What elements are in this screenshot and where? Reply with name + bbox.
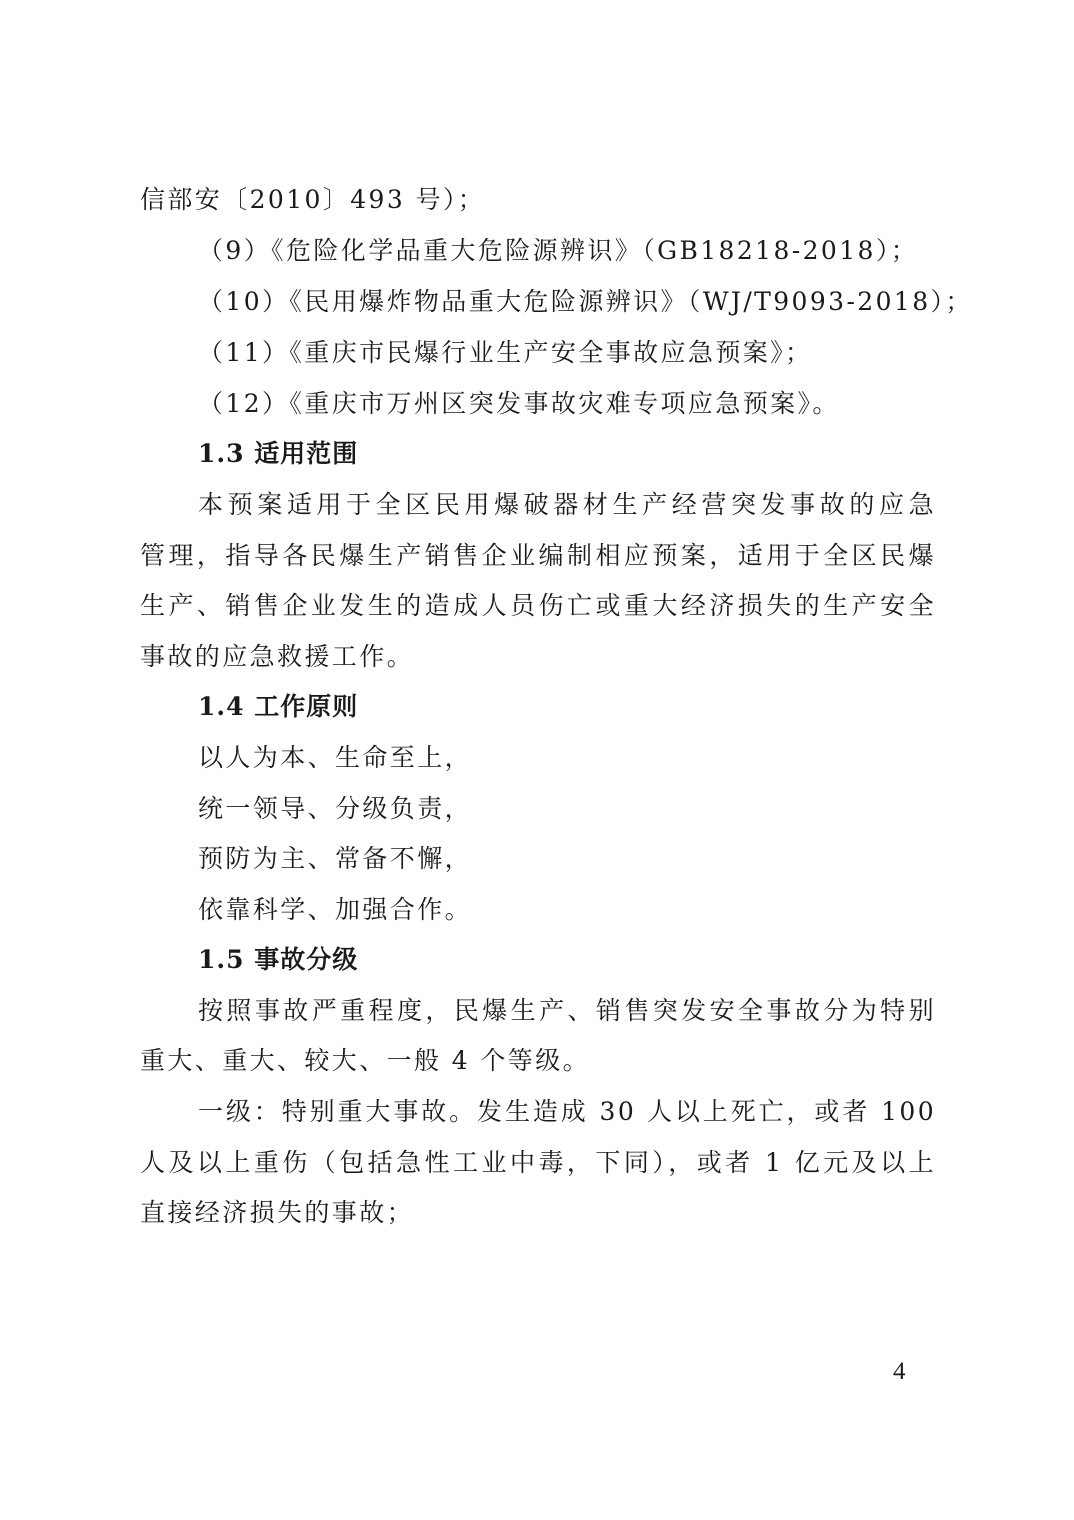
paragraph-line: 直接经济损失的事故；: [140, 1198, 415, 1227]
paragraph-line: 信部安〔2010〕493 号）；: [140, 185, 486, 214]
paragraph-line: 重大、重大、较大、一般 4 个等级。: [140, 1046, 591, 1075]
principle-line: 依靠科学、加强合作。: [198, 895, 473, 924]
section-heading: 1.3 适用范围: [198, 439, 359, 468]
paragraph-line: 事故的应急救援工作。: [140, 642, 415, 671]
principle-line: 以人为本、生命至上，: [198, 743, 473, 772]
reference-item: （10）《民用爆炸物品重大危险源辨识》（WJ/T9093-2018）；: [198, 287, 973, 316]
paragraph-line: 人及以上重伤（包括急性工业中毒，下同），或者 1 亿元及以上: [140, 1148, 936, 1177]
page-number: 4: [893, 1358, 906, 1385]
section-heading: 1.5 事故分级: [198, 945, 359, 974]
paragraph-line: 按照事故严重程度，民爆生产、销售突发安全事故分为特别: [198, 996, 936, 1025]
reference-item: （9）《危险化学品重大危险源辨识》（GB18218-2018）；: [198, 236, 919, 265]
paragraph-line: 管理，指导各民爆生产销售企业编制相应预案，适用于全区民爆: [140, 541, 936, 570]
paragraph-line: 一级：特别重大事故。发生造成 30 人以上死亡，或者 100: [198, 1097, 936, 1126]
paragraph-line: 本预案适用于全区民用爆破器材生产经营突发事故的应急: [198, 490, 936, 519]
principle-line: 预防为主、常备不懈，: [198, 844, 473, 873]
reference-item: （11）《重庆市民爆行业生产安全事故应急预案》；: [198, 338, 813, 367]
principle-line: 统一领导、分级负责，: [198, 794, 473, 823]
section-heading: 1.4 工作原则: [198, 692, 359, 721]
reference-item: （12）《重庆市万州区突发事故灾难专项应急预案》。: [198, 389, 840, 418]
paragraph-line: 生产、销售企业发生的造成人员伤亡或重大经济损失的生产安全: [140, 591, 936, 620]
